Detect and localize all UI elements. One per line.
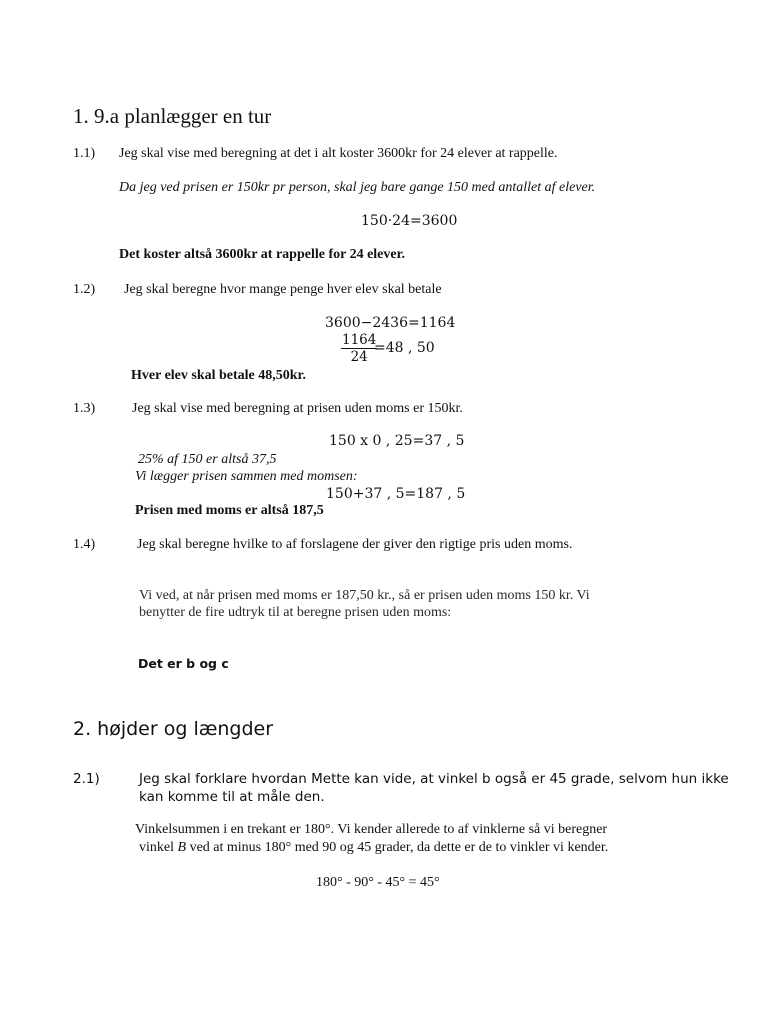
paragraph-2-1-line-2	[139, 840, 608, 856]
explanation-1-1: Da jeg ved prisen er 150kr pr person, skal jeg bare gange 150 med antallet af elever.	[119, 180, 596, 195]
conclusion-1-4: Det er b og c	[138, 656, 229, 671]
fraction-result-1-2: =48 , 50	[374, 340, 435, 356]
fraction-1-2	[341, 332, 377, 365]
explanation-1-3-b: Vi lægger prisen sammen med momsen:	[135, 469, 358, 484]
conclusion-1-2: Hver elev skal betale 48,50kr.	[131, 368, 306, 383]
question-number-2-1: 2.1)	[73, 771, 100, 787]
paragraph-2-1-line-1: Vinkelsummen i en trekant er 180°. Vi kender allerede to af vinklerne så vi beregner	[135, 822, 608, 837]
question-text-1-1: Jeg skal vise med beregning at det i alt koster 3600kr for 24 elever at rappelle.	[119, 146, 558, 161]
paragraph-2-1-line-2-end: ved at minus 180° med 90 og 45 grader, da dette er de to vinkler vi kender.	[186, 840, 609, 855]
paragraph-1-4-line-1: Vi ved, at når prisen med moms er 187,50 kr., så er prisen uden moms 150 kr. Vi	[139, 588, 590, 603]
section-2-title: 2. højder og længder	[73, 718, 274, 740]
question-number-1-1: 1.1)	[73, 146, 96, 161]
conclusion-1-3: Prisen med moms er altså 187,5	[135, 503, 324, 518]
equation-1-1: 150·24=3600	[361, 213, 458, 229]
equation-1-3-b: 150+37 , 5=187 , 5	[326, 486, 466, 502]
question-text-2-1-line-1: Jeg skal forklare hvordan Mette kan vide, at vinkel b også er 45 grade, selvom hun ikke	[139, 771, 729, 787]
section-1-title: 1. 9.a planlægger en tur	[73, 104, 272, 128]
paragraph-1-4-line-2: benytter de fire udtryk til at beregne prisen uden moms:	[139, 605, 452, 620]
equation-1-3-a: 150 x 0 , 25=37 , 5	[329, 433, 465, 449]
question-text-1-4: Jeg skal beregne hvilke to af forslagene der giver den rigtige pris uden moms.	[137, 537, 573, 552]
paragraph-2-1-line-2-start: vinkel	[139, 840, 178, 855]
conclusion-1-1: Det koster altså 3600kr at rappelle for 24 elever.	[119, 247, 406, 262]
angle-b-symbol: B	[177, 840, 187, 855]
fraction-denominator: 24	[350, 349, 368, 365]
question-text-1-3: Jeg skal vise med beregning at prisen uden moms er 150kr.	[132, 401, 463, 416]
question-text-2-1-line-2: kan komme til at måle den.	[139, 789, 325, 805]
question-number-1-2: 1.2)	[73, 282, 96, 297]
question-number-1-4: 1.4)	[73, 537, 96, 552]
equation-1-2: 3600−2436=1164	[325, 315, 456, 331]
explanation-1-3-a: 25% af 150 er altså 37,5	[138, 452, 277, 467]
equation-2-1: 180° - 90° - 45° = 45°	[316, 875, 440, 890]
question-text-1-2: Jeg skal beregne hvor mange penge hver elev skal betale	[124, 282, 442, 297]
fraction-numerator: 1164	[342, 332, 377, 348]
question-number-1-3: 1.3)	[73, 401, 96, 416]
